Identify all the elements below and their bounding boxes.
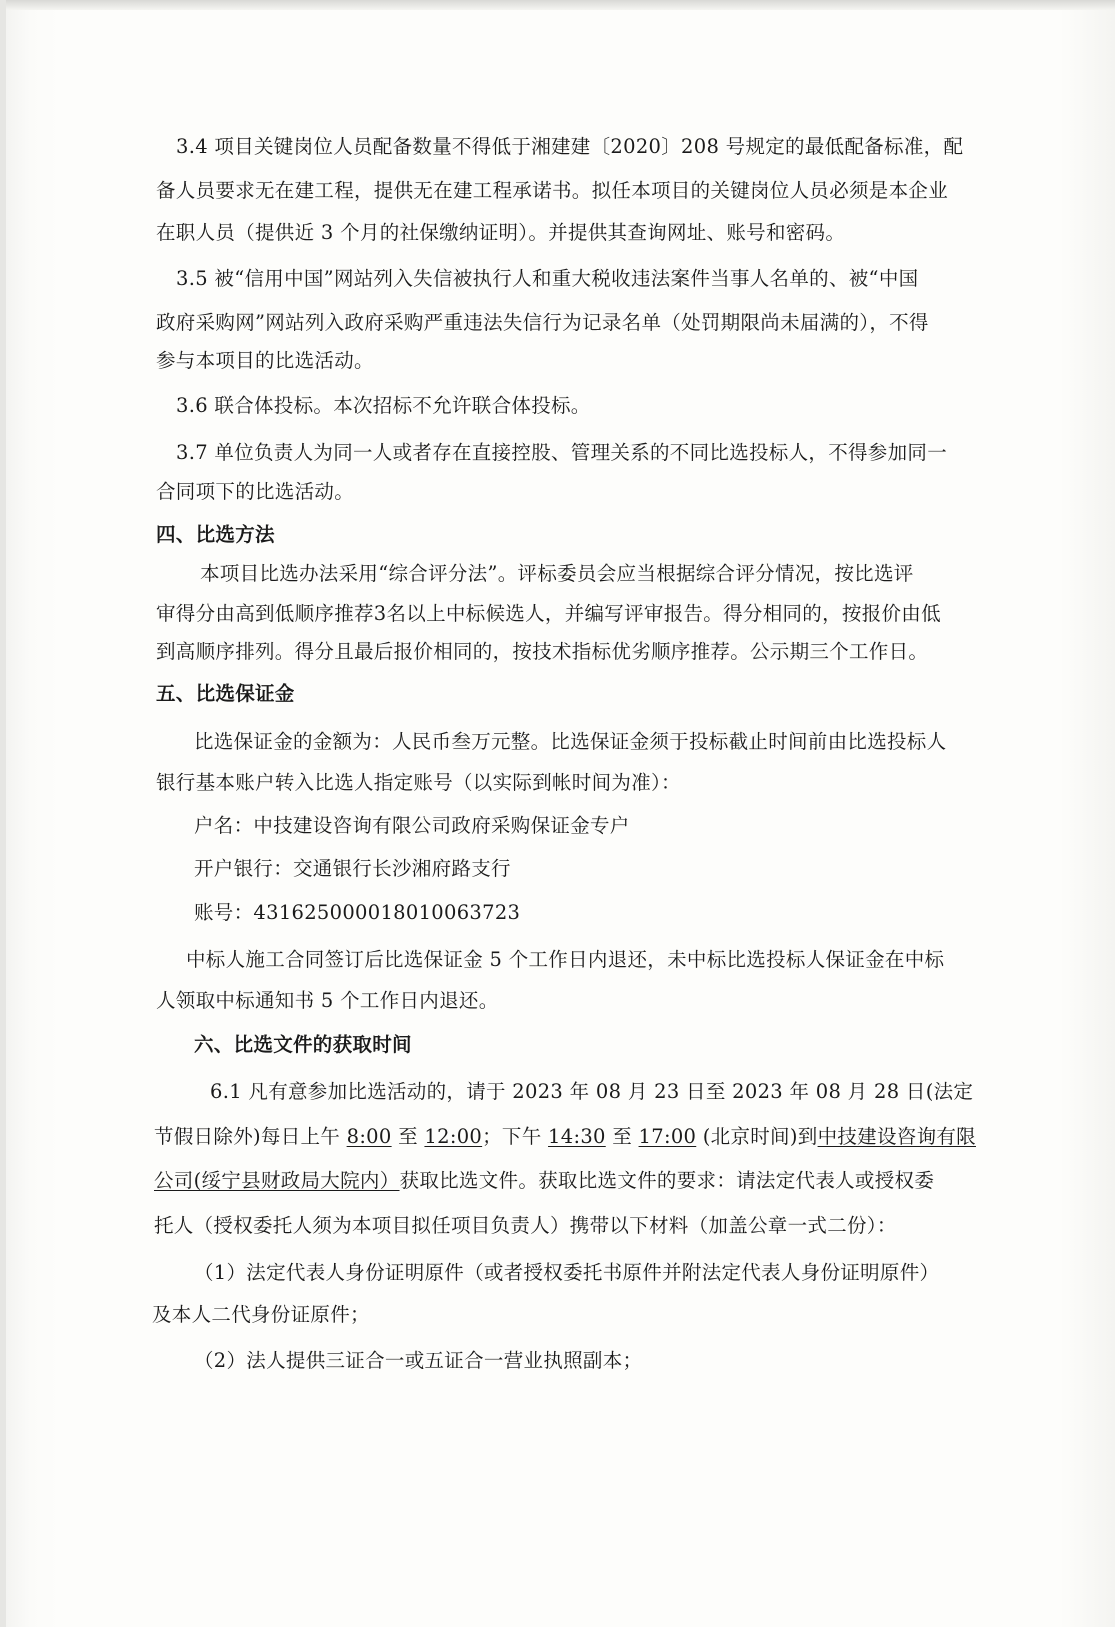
deposit-refund-line-1: 中标人施工合同签订后比选保证金 5 个工作日内退还，未中标比选投标人保证金在中标 xyxy=(186,948,945,971)
afternoon-start-time: 14:30 xyxy=(548,1125,606,1148)
deposit-refund-line-2: 人领取中标通知书 5 个工作日内退还。 xyxy=(156,989,499,1012)
scan-edge-top xyxy=(0,0,1115,10)
text-segment: (北京时间)到 xyxy=(696,1125,818,1148)
text-segment: 获取比选文件。获取比选文件的要求：请法定代表人或授权委 xyxy=(399,1169,935,1192)
section-4-line-1: 本项目比选办法采用“综合评分法”。评标委员会应当根据综合评分情况，按比选评 xyxy=(200,562,914,585)
section-5-line-2: 银行基本账户转入比选人指定账号（以实际到帐时间为准）： xyxy=(156,771,681,794)
section-6-1-line-1: 6.1 凡有意参加比选活动的，请于 2023 年 08 月 23 日至 2023 年 08 月 28 日(法定 xyxy=(210,1080,974,1103)
section-6-1-line-2 xyxy=(154,1124,976,1150)
clause-3-4-line-3: 在职人员（提供近 3 个月的社保缴纳证明）。并提供其查询网址、账号和密码。 xyxy=(156,221,846,244)
clause-3-7-line-2: 合同项下的比选活动。 xyxy=(156,480,355,503)
account-number: 账号：431625000018010063723 xyxy=(194,901,521,924)
morning-start-time: 8:00 xyxy=(346,1125,392,1148)
material-2: （2）法人提供三证合一或五证合一营业执照副本； xyxy=(194,1349,643,1372)
section-6-1-line-3 xyxy=(154,1168,934,1194)
clause-3-6-line-1: 3.6 联合体投标。本次招标不允许联合体投标。 xyxy=(176,394,591,417)
clause-3-7-line-1: 3.7 单位负责人为同一人或者存在直接控股、管理关系的不同比选投标人，不得参加同一 xyxy=(176,441,948,464)
material-1-line-1: （1）法定代表人身份证明原件（或者授权委托书原件并附法定代表人身份证明原件） xyxy=(194,1261,940,1284)
clause-3-5-line-1: 3.5 被“信用中国”网站列入失信被执行人和重大税收违法案件当事人名单的、被“中国 xyxy=(176,267,919,290)
section-6-1-line-4: 托人（授权委托人须为本项目拟任项目负责人）携带以下材料（加盖公章一式二份）： xyxy=(154,1214,897,1237)
text-segment: 至 xyxy=(605,1125,639,1148)
section-5-heading: 五、比选保证金 xyxy=(156,682,295,705)
account-name: 户名：中技建设咨询有限公司政府采购保证金专户 xyxy=(194,814,630,837)
text-segment: 节假日除外)每日上午 xyxy=(154,1125,347,1148)
section-4-line-3: 到高顺序排列。得分且最后报价相同的，按技术指标优劣顺序推荐。公示期三个工作日。 xyxy=(156,640,929,663)
scan-edge-left xyxy=(0,0,6,1627)
bank-name: 开户银行：交通银行长沙湘府路支行 xyxy=(194,857,511,880)
morning-end-time: 12:00 xyxy=(424,1125,483,1148)
text-segment: 至 xyxy=(391,1125,425,1148)
clause-3-5-line-2: 政府采购网”网站列入政府采购严重违法失信行为记录名单（处罚期限尚未届满的），不得 xyxy=(156,311,929,334)
clause-3-4-line-1: 3.4 项目关键岗位人员配备数量不得低于湘建建〔2020〕208 号规定的最低配备标准，配 xyxy=(176,135,964,158)
section-6-heading: 六、比选文件的获取时间 xyxy=(194,1033,412,1056)
afternoon-end-time: 17:00 xyxy=(638,1125,697,1148)
text-segment: ；下午 xyxy=(482,1125,549,1148)
section-5-line-1: 比选保证金的金额为：人民币叁万元整。比选保证金须于投标截止时间前由比选投标人 xyxy=(194,730,947,753)
pickup-location-part-2: 公司(绥宁县财政局大院内） xyxy=(154,1169,400,1192)
material-1-line-2: 及本人二代身份证原件； xyxy=(152,1303,370,1326)
section-4-heading: 四、比选方法 xyxy=(156,523,275,546)
clause-3-4-line-2: 备人员要求无在建工程，提供无在建工程承诺书。拟任本项目的关键岗位人员必须是本企业 xyxy=(156,179,949,202)
clause-3-5-line-3: 参与本项目的比选活动。 xyxy=(156,349,374,372)
section-4-line-2: 审得分由高到低顺序推荐3名以上中标候选人，并编写评审报告。得分相同的，按报价由低 xyxy=(156,602,941,625)
pickup-location-part-1: 中技建设咨询有限 xyxy=(817,1125,976,1148)
